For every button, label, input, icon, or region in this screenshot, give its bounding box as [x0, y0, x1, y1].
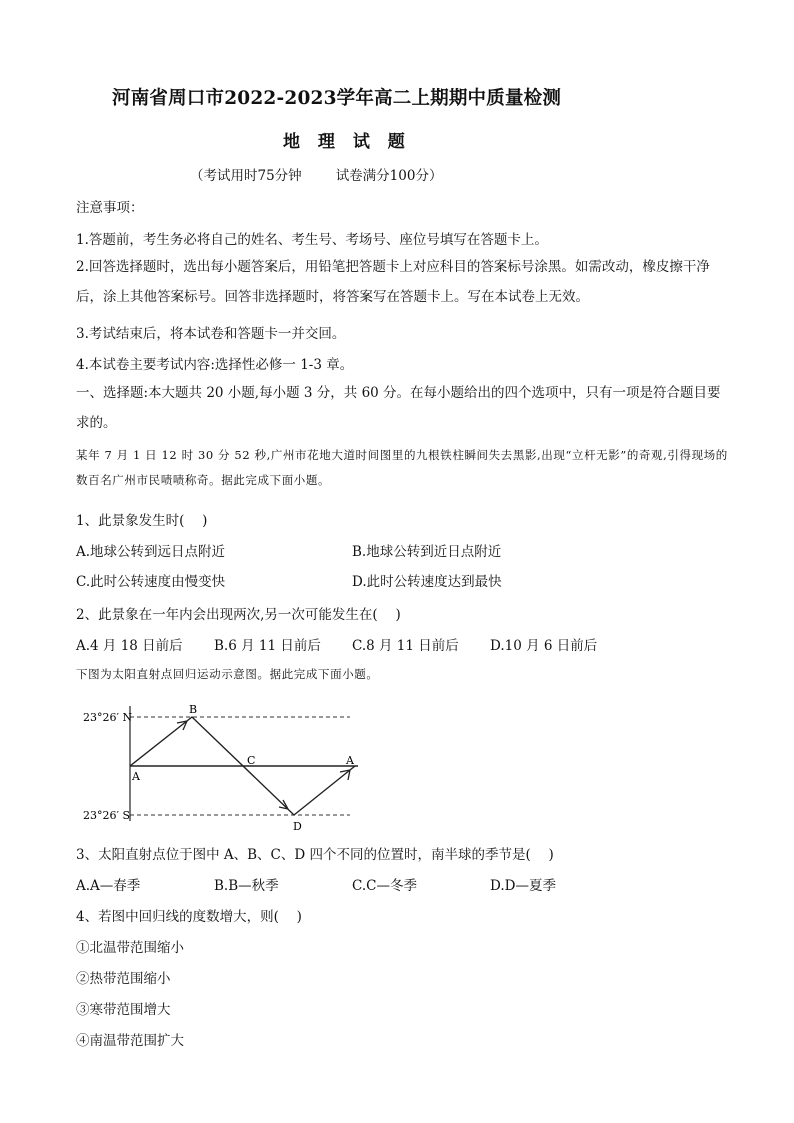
q2-option-d: D.10 月 6 日前后: [490, 638, 598, 654]
north-tropic-label: 23°26′ N: [83, 711, 133, 724]
note-item-1: 1.答题前，考生务必将自己的姓名、考生号、考场号、座位号填写在答题卡上。: [76, 232, 548, 248]
q3-option-c: C.C—冬季: [352, 878, 417, 894]
exam-title: 河南省周口市2022-2023学年高二上期期中质量检测: [112, 88, 562, 109]
question-3-stem: 3、太阳直射点位于图中 A、B、C、D 四个不同的位置时，南半球的季节是( ): [76, 847, 554, 863]
q1-option-a: A.地球公转到远日点附近: [76, 544, 226, 560]
q1-option-d: D.此时公转速度达到最快: [352, 574, 502, 590]
section-instructions: 一、选择题:本大题共 20 小题,每小题 3 分，共 60 分。在每小题给出的四个选项中，只有一项是符合题目要求的。: [76, 385, 721, 431]
q4-statement-3: ③寒带范围增大: [76, 1002, 171, 1018]
question-1-stem: 1、此景象发生时( ): [76, 513, 208, 529]
solar-motion-diagram: [70, 696, 370, 836]
q1-option-b: B.地球公转到近日点附近: [352, 544, 502, 560]
point-a-start: A: [132, 770, 140, 783]
q4-statement-2: ②热带范围缩小: [76, 971, 171, 987]
exam-info: [190, 164, 442, 184]
q2-option-a: A.4 月 18 日前后: [76, 638, 183, 654]
passage-2: 下图为太阳直射点回归运动示意图。据此完成下面小题。: [76, 667, 379, 681]
q3-option-b: B.B—秋季: [214, 878, 279, 894]
point-b: B: [189, 703, 198, 716]
question-4-stem: 4、若图中回归线的度数增大，则( ): [76, 909, 302, 925]
q4-statement-1: ①北温带范围缩小: [76, 940, 184, 956]
point-a-end: A: [346, 754, 354, 767]
exam-score: 试卷满分100分）: [335, 168, 443, 184]
exam-subtitle: 地 理 试 题: [283, 132, 411, 152]
south-tropic-label: 23°26′ S: [83, 809, 131, 822]
q2-option-c: C.8 月 11 日前后: [352, 638, 459, 654]
passage-1: 某年 7 月 1 日 12 时 30 分 52 秒,广州市花地大道时间图里的九根铁柱瞬间失去黑影,出现“立杆无影”的奇观,引得现场的数百名广州市民啧啧称奇。据此完成下面小题。: [76, 448, 728, 487]
exam-time: （考试用时75分钟: [190, 168, 302, 184]
question-2-stem: 2、此景象在一年内会出现两次,另一次可能发生在( ): [76, 607, 401, 623]
note-item-2: 2.回答选择题时，选出每小题答案后，用铅笔把答题卡上对应科目的答案标号涂黑。如需改动，橡皮擦干净后，涂上其他答案标号。回答非选择题时，将答案写在答题卡上。写在本试卷上无效。: [76, 259, 710, 305]
q2-option-b: B.6 月 11 日前后: [214, 638, 321, 654]
point-d: D: [293, 820, 302, 833]
point-c: C: [247, 754, 256, 767]
q3-option-d: D.D—夏季: [490, 878, 556, 894]
q3-option-a: A.A—春季: [76, 878, 141, 894]
notes-heading: 注意事项：: [76, 200, 144, 216]
note-item-4: 4.本试卷主要考试内容:选择性必修一 1-3 章。: [76, 357, 354, 373]
q4-statement-4: ④南温带范围扩大: [76, 1033, 184, 1049]
note-item-3: 3.考试结束后，将本试卷和答题卡一并交回。: [76, 326, 346, 342]
q1-option-c: C.此时公转速度由慢变快: [76, 574, 226, 590]
